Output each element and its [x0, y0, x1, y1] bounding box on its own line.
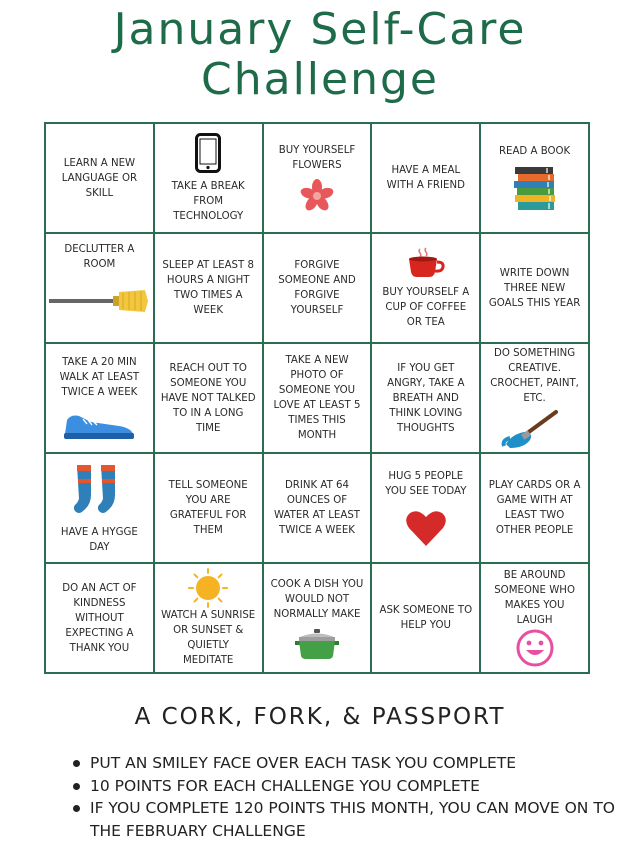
challenge-cell[interactable] [155, 454, 264, 564]
challenge-cell[interactable] [481, 564, 590, 674]
challenge-cell[interactable] [155, 234, 264, 344]
broom-icon [49, 288, 149, 314]
challenge-cell[interactable] [264, 124, 373, 234]
challenge-text: HAVE A HYGGE DAY [60, 527, 138, 553]
heart-icon [405, 509, 447, 547]
challenge-cell[interactable] [46, 564, 155, 674]
rule-item: 10 POINTS FOR EACH CHALLENGE YOU COMPLETE [70, 775, 630, 798]
challenge-text: TAKE A NEW PHOTO OF SOMEONE YOU LOVE AT LEAST 5 TIMES THIS MONTH [273, 355, 361, 441]
challenge-text: DO SOMETHING CREATIVE. CROCHET, PAINT, ETC. [490, 348, 579, 404]
challenge-cell[interactable] [264, 454, 373, 564]
challenge-text: TAKE A BREAK FROM TECHNOLOGY [171, 180, 245, 222]
socks-icon [71, 461, 127, 519]
challenge-text: HAVE A MEAL WITH A FRIEND [386, 165, 465, 191]
challenge-text: HUG 5 PEOPLE YOU SEE TODAY [385, 471, 467, 497]
smiley-icon [515, 628, 555, 668]
challenge-cell[interactable] [481, 234, 590, 344]
challenge-cell[interactable] [481, 124, 590, 234]
challenge-cell[interactable] [481, 344, 590, 454]
rule-item: PUT AN SMILEY FACE OVER EACH TASK YOU COMPLETE [70, 752, 630, 775]
challenge-text: TELL SOMEONE YOU ARE GRATEFUL FOR THEM [168, 480, 248, 536]
challenge-text: FORGIVE SOMEONE AND FORGIVE YOURSELF [278, 260, 356, 316]
challenge-cell[interactable] [481, 454, 590, 564]
sun-icon [188, 568, 228, 608]
challenge-text: TAKE A 20 MIN WALK AT LEAST TWICE A WEEK [59, 356, 140, 398]
challenge-text: PLAY CARDS OR A GAME WITH AT LEAST TWO OTHER PEOPLE [488, 480, 581, 536]
challenge-text: DO AN ACT OF KINDNESS WITHOUT EXPECTING A THANK YOU [62, 582, 137, 654]
challenge-cell[interactable] [372, 234, 481, 344]
challenge-text: BE AROUND SOMEONE WHO MAKES YOU LAUGH [494, 570, 575, 626]
challenge-cell[interactable] [46, 234, 155, 344]
books-icon [512, 165, 558, 213]
challenge-text: READ A BOOK [498, 145, 571, 157]
challenge-text: SLEEP AT LEAST 8 HOURS A NIGHT TWO TIMES A WEEK [162, 260, 254, 316]
flower-icon [300, 179, 334, 213]
challenge-text: DRINK AT 64 OUNCES OF WATER AT LEAST TWICE A WEEK [273, 480, 361, 536]
challenge-grid [44, 122, 590, 674]
challenge-text: COOK A DISH YOU WOULD NOT NORMALLY MAKE [270, 578, 364, 620]
challenge-cell[interactable] [372, 454, 481, 564]
challenge-cell[interactable] [372, 124, 481, 234]
challenge-text: REACH OUT TO SOMEONE YOU HAVE NOT TALKED TO IN A LONG TIME [160, 362, 256, 434]
challenge-text: WATCH A SUNRISE OR SUNSET & QUIETLY MEDITATE [161, 610, 256, 666]
challenge-text: LEARN A NEW LANGUAGE OR SKILL [61, 157, 138, 199]
cooking-pot-icon [295, 628, 339, 660]
challenge-text: WRITE DOWN THREE NEW GOALS THIS YEAR [488, 267, 581, 309]
sneaker-icon [61, 410, 137, 442]
rule-item: IF YOU COMPLETE 120 POINTS THIS MONTH, YOU CAN MOVE ON TO THE FEBRUARY CHALLENGE [70, 797, 630, 842]
page-title-line2: Challenge [201, 54, 439, 105]
coffee-cup-icon [406, 247, 446, 279]
challenge-text: BUY YOURSELF FLOWERS [278, 145, 356, 171]
brand-name: A CORK, FORK, & PASSPORT [134, 704, 506, 730]
challenge-cell[interactable] [155, 564, 264, 674]
page-title-line1: January Self-Care [113, 4, 527, 55]
challenge-cell[interactable] [46, 124, 155, 234]
challenge-cell[interactable] [372, 344, 481, 454]
challenge-text: IF YOU GET ANGRY, TAKE A BREATH AND THINK LOVING THOUGHTS [387, 362, 465, 434]
challenge-cell[interactable] [264, 344, 373, 454]
challenge-cell[interactable] [46, 344, 155, 454]
challenge-text: ASK SOMEONE TO HELP YOU [379, 605, 473, 631]
challenge-cell[interactable] [155, 124, 264, 234]
phone-icon [195, 133, 221, 173]
rules-list [70, 752, 630, 842]
challenge-text: BUY YOURSELF A CUP OF COFFEE OR TEA [382, 286, 470, 328]
challenge-cell[interactable] [155, 344, 264, 454]
challenge-cell[interactable] [264, 234, 373, 344]
challenge-cell[interactable] [46, 454, 155, 564]
challenge-cell[interactable] [264, 564, 373, 674]
challenge-text: DECLUTTER A ROOM [64, 244, 135, 270]
paintbrush-icon [500, 406, 570, 450]
challenge-cell[interactable] [372, 564, 481, 674]
